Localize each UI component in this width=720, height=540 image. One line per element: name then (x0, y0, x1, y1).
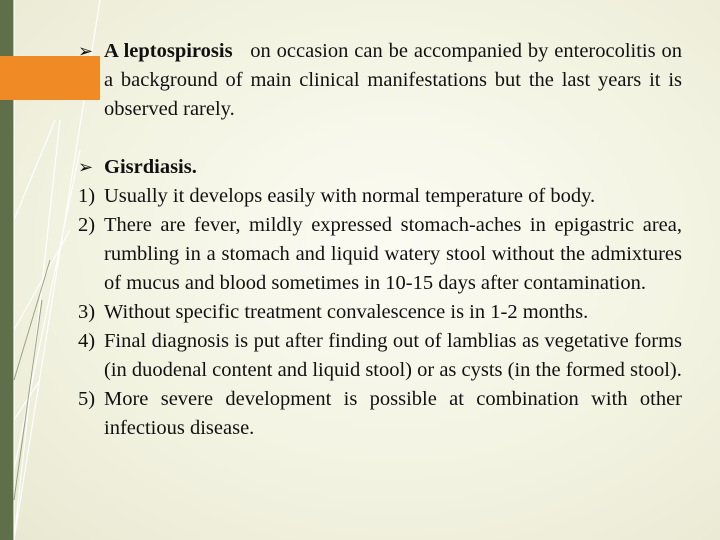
numbered-list (78, 182, 682, 443)
list-item: 5) More severe development is possible at combination with other infectious disease. (78, 388, 682, 439)
bullet-text: on occasion can be accompanied by enterocolitis on a background of main clinical manifestations but the last years it is observed rarely. (104, 40, 683, 120)
bullet-heading: Gisrdiasis. (104, 156, 197, 178)
bullet-giardiasis (78, 153, 682, 182)
bullet-leptospirosis (78, 37, 682, 124)
list-item: 4) Final diagnosis is put after finding out of lamblias as vegetative forms (in duodenal content and liquid stool) or as cysts (in the formed stool). (78, 330, 682, 381)
list-item: 1) Usually it develops easily with normal temperature of body. (78, 185, 596, 207)
arrow-bullet-icon: ➢ (78, 157, 94, 178)
bullet-lead: A leptospirosis (104, 40, 233, 62)
arrow-bullet-icon: ➢ (78, 41, 94, 62)
list-item: 3) Without specific treatment convalescence is in 1-2 months. (78, 301, 589, 323)
list-item: 2) There are fever, mildly expressed stomach-aches in epigastric area, rumbling in a stomach and liquid watery stool without the admixtures of mucus and blood sometimes in 10-15 days after contamination. (78, 214, 682, 294)
slide-content (78, 37, 682, 443)
